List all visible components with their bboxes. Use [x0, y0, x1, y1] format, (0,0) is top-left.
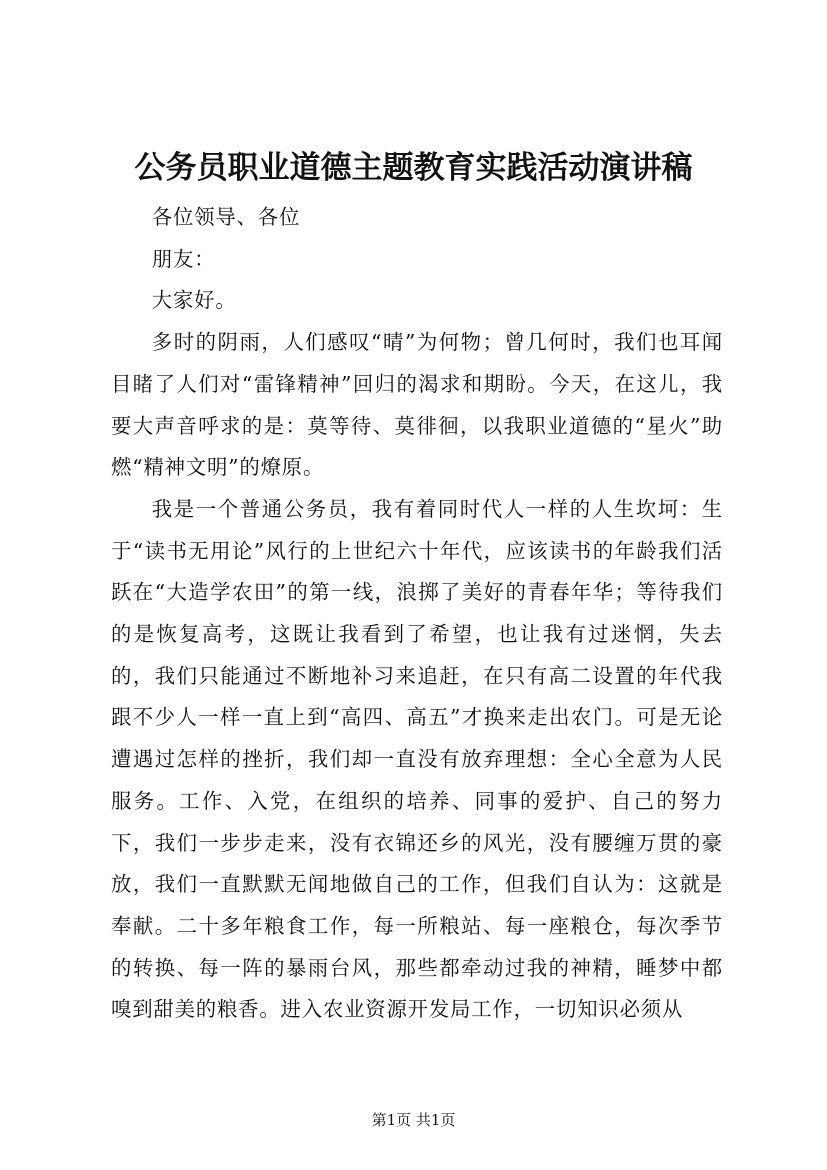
greeting: 大家好。: [151, 288, 237, 313]
document-title: 公务员职业道德主题教育实践活动演讲稿: [134, 150, 693, 186]
paragraph-intro: 多时的阴雨，人们感叹“晴”为何物；曾几何时，我们也耳闻目睹了人们对“雷锋精神”回归的渴求和期盼。今天，在这儿，我要大声音呼求的是：莫等待、莫徘徊，以我职业道德的“星火”助燃“精神文明”的燎原。: [111, 330, 723, 480]
paragraph-main: 我是一个普通公务员，我有着同时代人一样的人生坎坷：生于“读书无用论”风行的上世纪六十年代，应该读书的年龄我们活跃在“大造学农田”的第一线，浪掷了美好的青春年华；等待我们的是恢复高考，这既让我看到了希望，也让我有过迷惘，失去的，我们只能通过不断地补习来追赶，在只有高二设置的年代我跟不少人一样一直上到“高四、高五”才换来走出农门。可是无论遭遇过怎样的挫折，我们却一直没有放弃理想：全心全意为人民服务。工作、入党，在组织的培养、同事的爱护、自己的努力下，我们一步步走来，没有衣锦还乡的风光，没有腰缠万贯的豪放，我们一直默默无闻地做自己的工作，但我们自认为：这就是奉献。二十多年粮食工作，每一所粮站、每一座粮仓，每次季节的转换、每一阵的暴雨台风，那些都牵动过我的神精，睡梦中都嗅到甜美的粮香。进入农业资源开发局工作，一切知识必须从: [111, 496, 723, 1022]
salutation-line-2: 朋友：: [151, 246, 216, 271]
page-footer: 第1页 共1页: [371, 1111, 456, 1129]
salutation-line-1: 各位领导、各位: [151, 205, 301, 229]
document-body: [111, 197, 723, 1031]
